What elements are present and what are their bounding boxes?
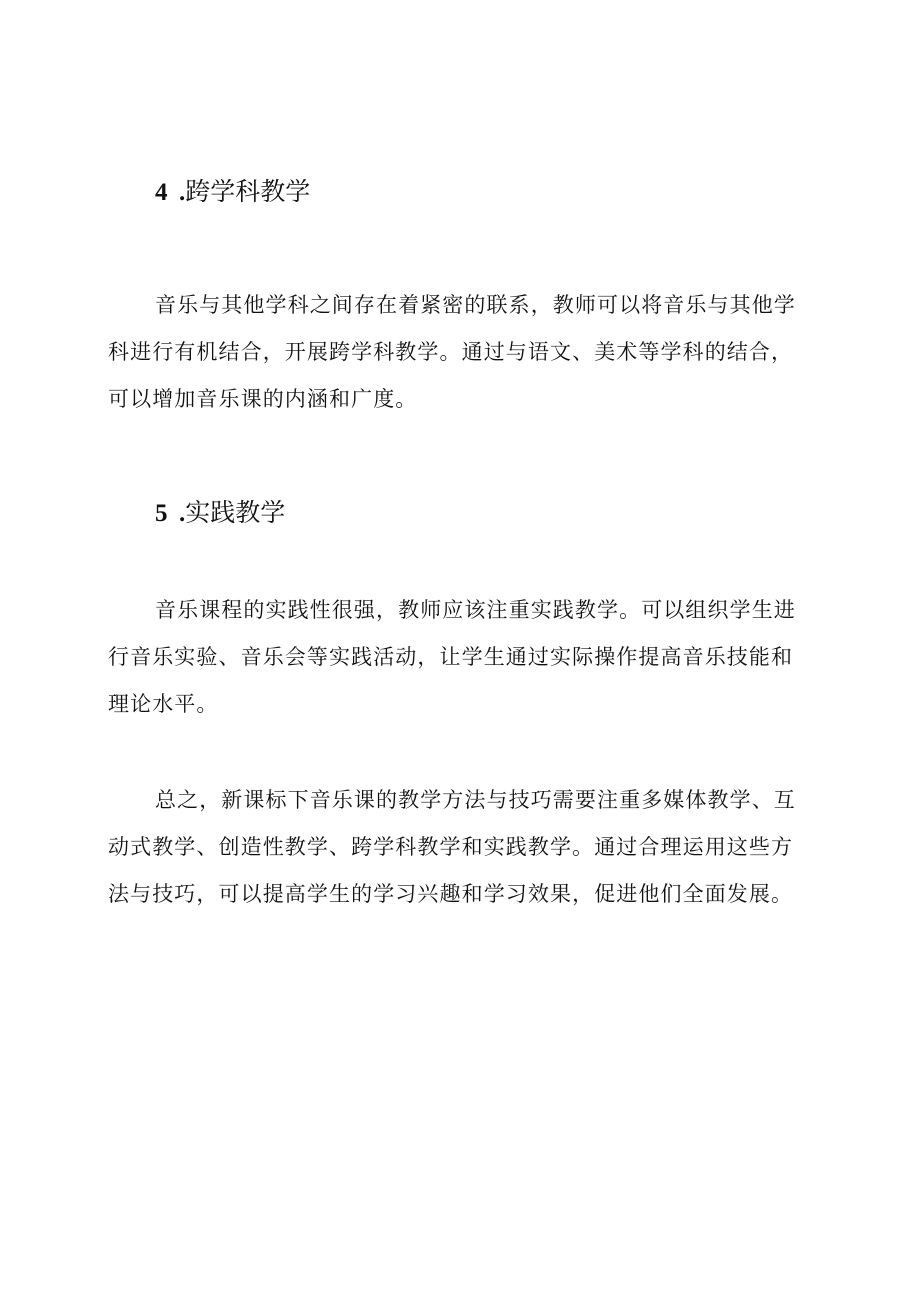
conclusion-paragraph: 总之，新课标下音乐课的教学方法与技巧需要注重多媒体教学、互动式教学、创造性教学、跨学科教学和实践教学。通过合理运用这些方法与技巧，可以提高学生的学习兴趣和学习效果，促进他们全面发展。 [108, 788, 796, 906]
section-paragraph-5: 音乐课程的实践性很强，教师应该注重实践教学。可以组织学生进行音乐实验、音乐会等实践活动，让学生通过实际操作提高音乐技能和理论水平。 [108, 598, 796, 716]
section-number: 5 [155, 500, 168, 527]
section-heading-4 [155, 175, 310, 210]
section-number-dot: . [179, 179, 186, 206]
section-number: 4 [155, 179, 168, 206]
section-number-dot: . [179, 500, 186, 527]
section-title: 跨学科教学 [185, 177, 311, 206]
section-title: 实践教学 [185, 498, 286, 527]
section-paragraph-4: 音乐与其他学科之间存在着紧密的联系，教师可以将音乐与其他学科进行有机结合，开展跨学科教学。通过与语文、美术等学科的结合，可以增加音乐课的内涵和广度。 [108, 293, 796, 411]
section-heading-5 [155, 496, 285, 531]
